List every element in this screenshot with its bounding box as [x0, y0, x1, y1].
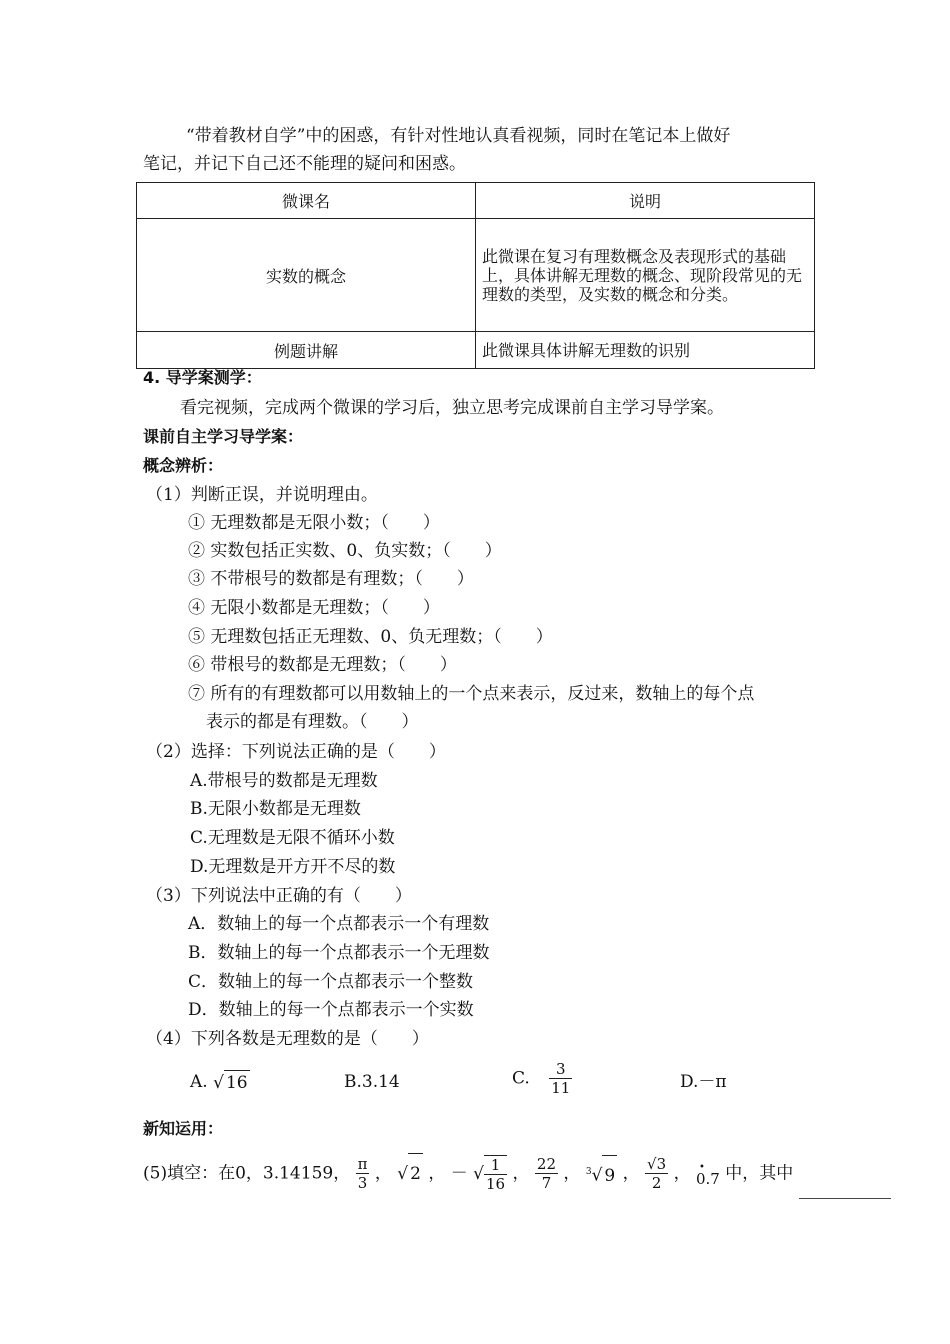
q4-option-b: B.3.14 — [344, 1072, 400, 1092]
q1-item-cont: 表示的都是有理数。（ ） — [206, 712, 419, 732]
new-knowledge-title: 新知运用： — [143, 1119, 224, 1138]
minus-sign: － — [450, 1163, 468, 1184]
repeating-decimal: 0.7 • — [696, 1159, 720, 1199]
q5-suffix: 中，其中 — [725, 1163, 794, 1184]
q4-option-c — [512, 1060, 572, 1097]
sqrt-expression: √ 16 — [213, 1070, 249, 1095]
concept-title: 概念辨析： — [143, 456, 224, 475]
table-row — [137, 332, 815, 369]
separator: ， — [622, 1163, 640, 1184]
q2-stem: （2）选择：下列说法正确的是（ ） — [146, 742, 446, 762]
course-name: 例题讲解 — [137, 332, 476, 369]
cube-root-expression: $^3$√ 9 — [586, 1152, 617, 1196]
q5-line — [143, 1152, 891, 1199]
table-header-desc: 说明 — [476, 183, 815, 219]
q3-option: D．数轴上的每一个点都表示一个实数 — [188, 1000, 474, 1020]
q1-item: ③ 不带根号的数都是有理数；（ ） — [188, 569, 474, 589]
course-desc: 此微课在复习有理数概念及表现形式的基础上，具体讲解无理数的概念、现阶段常见的无理数的类型，及实数的概念和分类。 — [476, 219, 815, 332]
q3-option: A．数轴上的每一个点都表示一个有理数 — [188, 914, 490, 934]
q1-item: ⑥ 带根号的数都是无理数；（ ） — [188, 655, 457, 675]
q4-option-a — [190, 1070, 250, 1095]
answer-blank[interactable] — [799, 1180, 891, 1199]
option-label: A. — [190, 1072, 208, 1092]
q2-option: D.无理数是开方开不尽的数 — [190, 857, 396, 877]
fraction: $\frac{22}{7}$ — [536, 1155, 557, 1193]
q4-option-d: D.－π — [680, 1072, 727, 1092]
fraction: $\frac{√3}{2}$ — [647, 1155, 667, 1193]
sqrt-expression: √ 2 — [397, 1153, 423, 1194]
q5-prefix: (5)填空：在0，3.14159， — [143, 1163, 351, 1184]
separator: ， — [563, 1163, 581, 1184]
q4-stem: （4）下列各数是无理数的是（ ） — [146, 1029, 429, 1049]
q1-item: ② 实数包括正实数、0、负实数；（ ） — [188, 541, 502, 561]
radicand: 16 — [224, 1070, 250, 1095]
course-table — [136, 182, 815, 369]
q1-item: ① 无理数都是无限小数；（ ） — [188, 513, 440, 533]
intro-line-1: “带着教材自学”中的困惑，有针对性地认真看视频，同时在笔记本上做好 — [186, 126, 731, 146]
q2-option: B.无限小数都是无理数 — [190, 799, 361, 819]
guide-title: 课前自主学习导学案： — [143, 427, 304, 446]
q1-stem: （1）判断正误，并说明理由。 — [146, 485, 378, 505]
q1-item: ⑤ 无理数包括正无理数、0、负无理数；（ ） — [188, 627, 553, 647]
intro-line-2: 笔记，并记下自己还不能理的疑问和困惑。 — [143, 154, 466, 174]
course-desc: 此微课具体讲解无理数的识别 — [476, 332, 815, 369]
section-4-text: 看完视频，完成两个微课的学习后，独立思考完成课前自主学习导学案。 — [180, 398, 724, 418]
section-4-title: 4. 导学案测学： — [143, 368, 262, 387]
q2-option: C.无理数是无限不循环小数 — [190, 828, 395, 848]
option-label: C. — [512, 1068, 530, 1089]
separator: ， — [673, 1163, 691, 1184]
q2-option: A.带根号的数都是无理数 — [190, 771, 378, 791]
separator: ， — [374, 1163, 392, 1184]
q1-item: ④ 无限小数都是无理数；（ ） — [188, 598, 440, 618]
q3-option: B．数轴上的每一个点都表示一个无理数 — [188, 943, 490, 963]
fraction: $\frac{\pi}{3}$ — [357, 1155, 368, 1193]
course-name: 实数的概念 — [137, 219, 476, 332]
fraction: $\frac{3}{11}$ — [551, 1060, 571, 1097]
q1-item: ⑦ 所有的有理数都可以用数轴上的一个点来表示，反过来，数轴上的每个点 — [188, 684, 755, 704]
table-row — [137, 219, 815, 332]
table-header-name: 微课名 — [137, 183, 476, 219]
separator: ， — [428, 1163, 446, 1184]
q3-option: C．数轴上的每一个点都表示一个整数 — [188, 972, 474, 992]
sqrt-expression: √ $\frac{1}{16}$ — [473, 1156, 506, 1194]
separator: ， — [512, 1163, 530, 1184]
q3-stem: （3）下列说法中正确的有（ ） — [146, 886, 412, 906]
